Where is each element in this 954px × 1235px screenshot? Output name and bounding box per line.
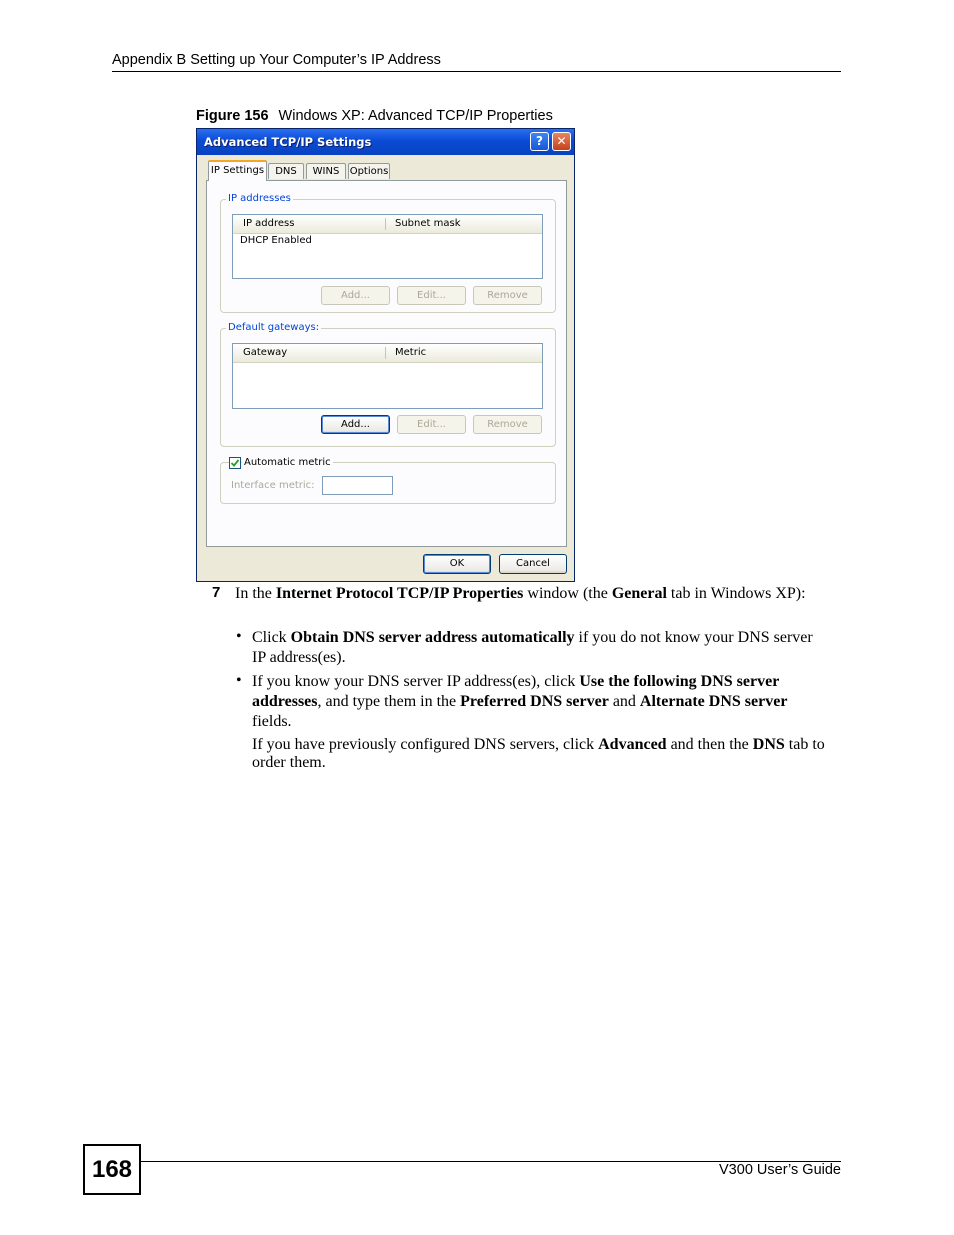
ip-remove-button[interactable]: Remove <box>473 286 542 305</box>
figure-caption-text: Windows XP: Advanced TCP/IP Properties <box>278 108 553 124</box>
step-paragraph <box>235 584 825 604</box>
step-bold-window: Internet Protocol TCP/IP Properties <box>275 585 524 602</box>
tab-ip-settings[interactable]: IP Settings <box>208 160 267 181</box>
header-rule <box>112 71 841 72</box>
cancel-button[interactable]: Cancel <box>499 554 567 574</box>
bullet-bold: Alternate DNS server <box>639 693 788 710</box>
ip-edit-button[interactable]: Edit... <box>397 286 466 305</box>
advanced-tcpip-dialog <box>196 128 575 582</box>
bullet-text: fields. <box>252 713 292 730</box>
footer-guide-title: V300 User’s Guide <box>719 1162 841 1178</box>
bullet-text: if you do not know your DNS server IP address(es). <box>252 629 813 666</box>
figure-caption <box>196 108 553 124</box>
bullet-text: If you know your DNS server IP address(es), click <box>252 673 580 690</box>
note-paragraph <box>252 736 830 772</box>
note-bold: Advanced <box>598 736 667 753</box>
default-gateways-label: Default gateways: <box>228 322 320 333</box>
ok-button[interactable]: OK <box>423 554 491 574</box>
column-separator[interactable] <box>385 218 386 230</box>
step-number: 7 <box>212 584 221 601</box>
figure-number: Figure 156 <box>196 108 269 124</box>
gateway-remove-button[interactable]: Remove <box>473 415 542 434</box>
bullet-bold: Preferred DNS server <box>460 693 609 710</box>
dialog-titlebar <box>197 129 574 155</box>
bullet-marker: • <box>236 672 242 689</box>
close-icon[interactable]: ✕ <box>552 132 571 151</box>
gateway-add-button[interactable]: Add... <box>321 415 390 434</box>
note-text: and then the <box>666 736 753 753</box>
note-bold: DNS <box>752 736 785 753</box>
automatic-metric-checkbox[interactable] <box>229 457 241 469</box>
bullet-text: , and type them in the <box>317 693 461 710</box>
ip-add-button[interactable]: Add... <box>321 286 390 305</box>
col-gateway[interactable]: Gateway <box>243 347 288 358</box>
automatic-metric-label[interactable]: Automatic metric <box>244 457 331 468</box>
note-text: tab to order them. <box>252 736 825 771</box>
gateway-list[interactable] <box>232 343 543 409</box>
running-header: Appendix B Setting up Your Computer’s IP Address <box>112 52 441 68</box>
ip-list-header <box>233 215 542 234</box>
ip-addresses-label: IP addresses <box>228 193 291 204</box>
column-separator[interactable] <box>385 347 386 359</box>
interface-metric-label: Interface metric: <box>231 480 315 491</box>
note-text: If you have previously configured DNS servers, click <box>252 736 599 753</box>
interface-metric-input[interactable] <box>322 476 393 495</box>
bullet-one <box>252 628 827 668</box>
step-text: tab in Windows XP): <box>666 585 806 602</box>
step-text: In the <box>235 585 276 602</box>
bullet-two <box>252 672 830 732</box>
help-icon[interactable]: ? <box>530 132 549 151</box>
tab-options[interactable]: Options <box>348 163 390 179</box>
gateway-edit-button[interactable]: Edit... <box>397 415 466 434</box>
list-item[interactable]: DHCP Enabled <box>240 235 312 246</box>
check-icon <box>230 458 240 468</box>
bullet-text: and <box>608 693 640 710</box>
tab-panel <box>206 180 567 547</box>
bullet-marker: • <box>236 628 242 645</box>
bullet-bold: Use the following DNS server addresses <box>252 673 780 710</box>
step-bold-tab: General <box>611 585 667 602</box>
col-subnet-mask[interactable]: Subnet mask <box>395 218 461 229</box>
ip-address-list[interactable] <box>232 214 543 279</box>
bullet-text: Click <box>252 629 291 646</box>
dialog-title: Advanced TCP/IP Settings <box>204 135 372 149</box>
bullet-bold: Obtain DNS server address automatically <box>290 629 575 646</box>
col-metric[interactable]: Metric <box>395 347 427 358</box>
page-number: 168 <box>83 1144 141 1195</box>
tab-dns[interactable]: DNS <box>268 163 304 179</box>
tab-wins[interactable]: WINS <box>306 163 346 179</box>
gateway-list-header <box>233 344 542 363</box>
step-text: window (the <box>523 585 612 602</box>
col-ip-address[interactable]: IP address <box>243 218 295 229</box>
